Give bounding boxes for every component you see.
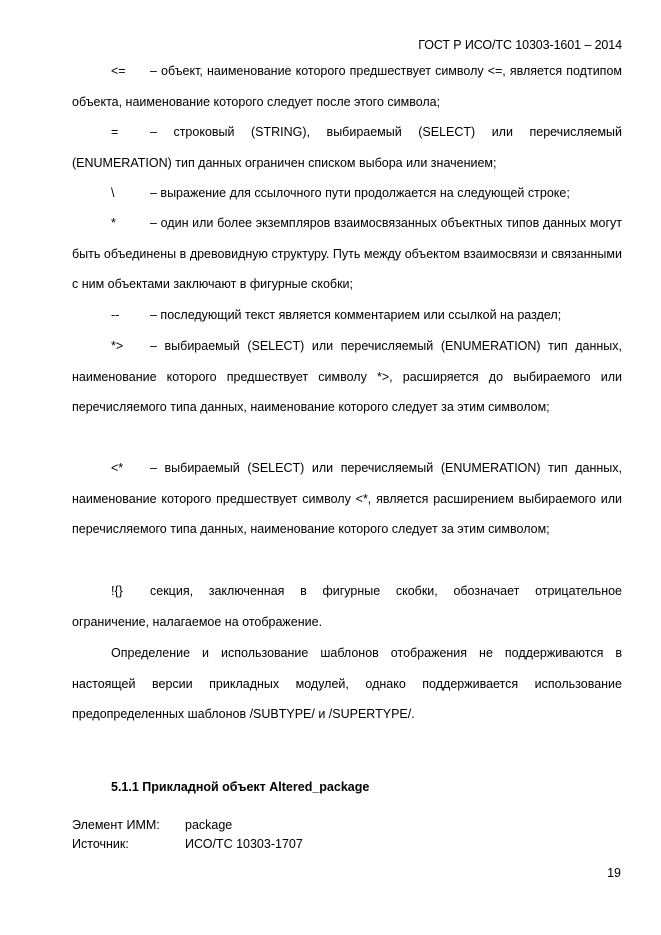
- meta-label: Источник:: [72, 837, 129, 851]
- definition-text: – выбираемый (SELECT) или перечисляемый (ENUMERATION) тип данных, наименование которого предшествует символу *>, расширяется до выбираемого или перечисляемого типа данных, наименование которого следует за этим символом;: [72, 339, 622, 414]
- definition-symbol: *>: [111, 339, 124, 353]
- definition-text: секция, заключенная в фигурные скобки, обозначает отрицательное ограничение, налагаемое на отображение.: [72, 584, 622, 629]
- definition-item: [72, 453, 622, 545]
- meta-row: [72, 837, 303, 851]
- definition-item: [72, 117, 622, 178]
- definition-item: [72, 300, 622, 331]
- document-header: ГОСТ Р ИСО/ТС 10303-1601 – 2014: [418, 38, 622, 52]
- definition-symbol: <*: [111, 461, 124, 475]
- definition-item: [72, 331, 622, 423]
- definition-symbol: \: [111, 186, 115, 200]
- meta-value: ИСО/ТС 10303-1707: [185, 837, 303, 851]
- definition-symbol: *: [111, 216, 116, 230]
- note-paragraph: Определение и использование шаблонов отображения не поддерживаются в настоящей версии прикладных модулей, однако поддерживается использование предопределенных шаблонов /SUBTYPE/ и /SUPERTYPE/.: [72, 646, 622, 721]
- definition-text: – строковый (STRING), выбираемый (SELECT) или перечисляемый (ENUMERATION) тип данных ограничен списком выбора или значением;: [72, 125, 622, 170]
- definition-text: – объект, наименование которого предшествует символу <=, является подтипом объекта, наименование которого следует после этого символа;: [72, 64, 622, 109]
- definition-text: – выбираемый (SELECT) или перечисляемый (ENUMERATION) тип данных, наименование которого предшествует символу <*, является расширением выбираемого или перечисляемого типа данных, наименование которого следует за этим символом;: [72, 461, 622, 536]
- definition-symbol: !{}: [111, 584, 123, 598]
- definition-item: [72, 178, 622, 209]
- definition-symbol: <=: [111, 64, 126, 78]
- meta-row: [72, 818, 232, 832]
- definition-item: [72, 208, 622, 300]
- definition-text: – выражение для ссылочного пути продолжается на следующей строке;: [150, 186, 570, 200]
- definition-item: [72, 576, 622, 637]
- definition-item: [72, 56, 622, 117]
- meta-label: Элемент ИММ:: [72, 818, 160, 832]
- meta-value: package: [185, 818, 233, 832]
- definition-text: – последующий текст является комментарием или ссылкой на раздел;: [150, 308, 562, 322]
- definition-symbol: --: [111, 308, 120, 322]
- definition-symbol: =: [111, 125, 119, 139]
- page-number: 19: [607, 866, 621, 880]
- section-heading: 5.1.1 Прикладной объект Altered_package: [111, 780, 370, 794]
- definition-text: – один или более экземпляров взаимосвязанных объектных типов данных могут быть объединены в древовидную структуру. Путь между объектом взаимосвязи и связанными с ним объектами заключают в фигурные скобки;: [72, 216, 622, 291]
